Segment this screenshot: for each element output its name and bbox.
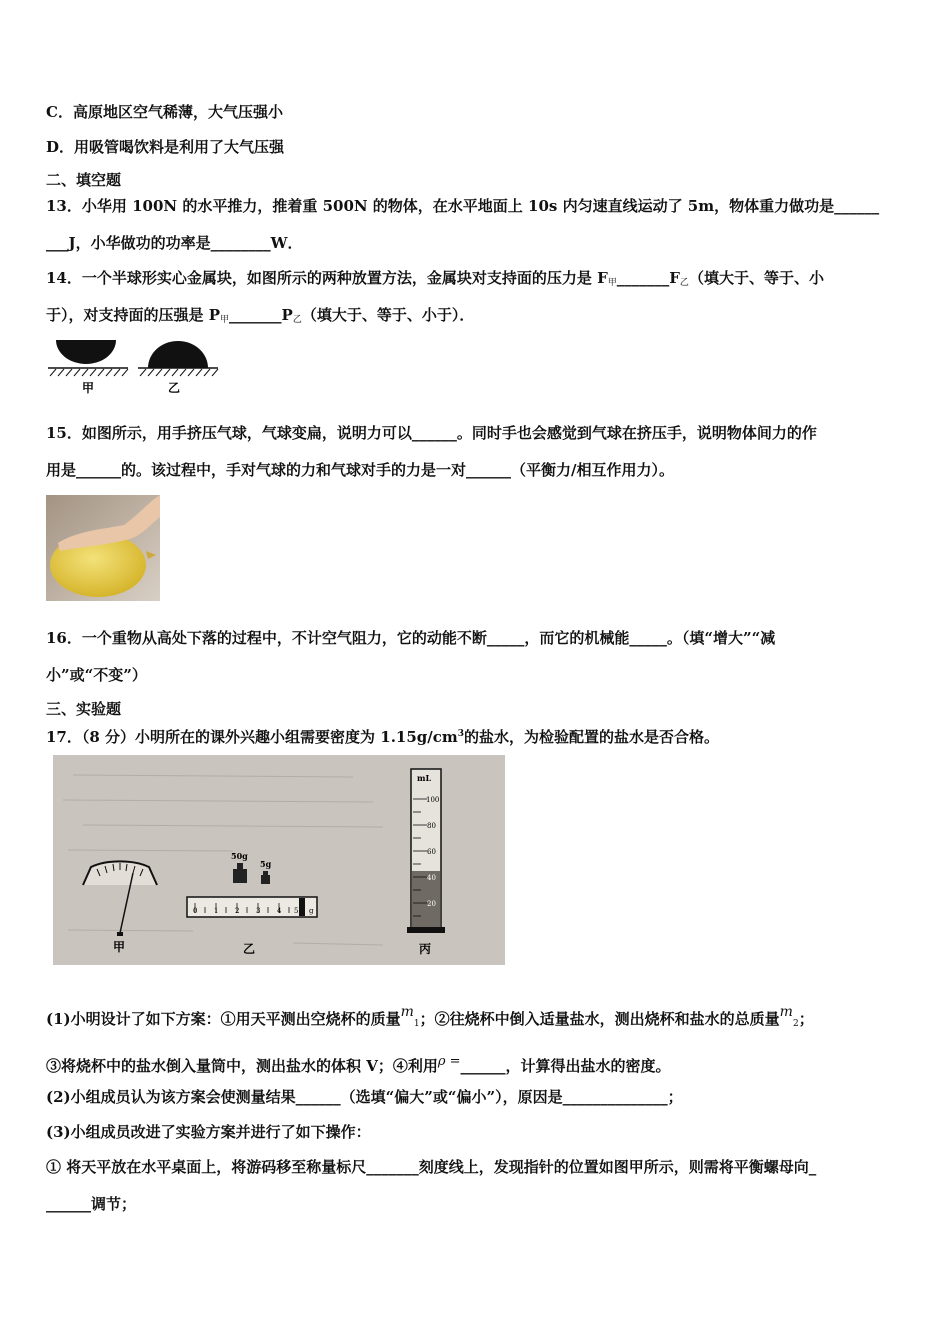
ruler-tick-3: 3: [256, 907, 261, 915]
label-bing: 丙: [419, 942, 432, 956]
hand-balloon-photo: [46, 495, 160, 601]
weight-50g-label: 50g: [231, 851, 248, 861]
section-heading-experiment: 三、实验题: [46, 700, 122, 718]
question-13-line-1: 13．小华用 100N 的水平推力，推着重 500N 的物体，在水平地面上 10s 内匀速直线运动了 5m，物体重力做功是______: [46, 197, 880, 215]
cylinder-tick-40: 40: [427, 874, 436, 882]
cylinder-tick-80: 80: [427, 822, 436, 830]
label-jia: 甲: [113, 940, 126, 954]
question-15-line-1: 15．如图所示，用手挤压气球，气球变扁，说明力可以______。同时手也会感觉到气球在挤压手，说明物体间力的作: [46, 424, 817, 442]
ruler-tick-5: 5: [294, 907, 299, 915]
ruler-tick-0: 0: [193, 907, 198, 915]
ruler-tick-1: 1: [214, 907, 219, 915]
cylinder-unit: mL: [417, 773, 432, 783]
question-14-line-1: 14．一个半球形实心金属块，如图所示的两种放置方法，金属块对支持面的压力是 $F_甲\_\_\_\_\_\_\_F_乙$（填大于、等于、小: [46, 269, 824, 288]
part-1-line-2: ③将烧杯中的盐水倒入量筒中，测出盐水的体积 V；④利用ρ =______，计算得出盐水的密度。: [46, 1054, 671, 1075]
option-c: C．高原地区空气稀薄，大气压强小: [46, 103, 283, 121]
label-yi: 乙: [243, 942, 256, 956]
part-3: (3)小组成员改进了实验方案并进行了如下操作：: [46, 1123, 371, 1141]
part-3-step-1-line-2: ______调节；: [46, 1195, 137, 1213]
ruler-tick-2: 2: [235, 907, 240, 915]
cylinder-tick-100: 100: [426, 796, 440, 804]
hemisphere-figure: [44, 336, 224, 396]
experiment-figure: [53, 755, 505, 965]
option-d: D．用吸管喝饮料是利用了大气压强: [46, 138, 285, 156]
cylinder-tick-20: 20: [427, 900, 436, 908]
part-3-step-1-line-1: ① 将天平放在水平桌面上，将游码移至称量标尺_______刻度线上，发现指针的位置如图甲所示，则需将平衡螺母向_: [46, 1158, 817, 1176]
part-2: (2)小组成员认为该方案会使测量结果______（选填“偏大”或“偏小”），原因是______________；: [46, 1088, 683, 1106]
label-yi: 乙: [168, 381, 181, 395]
question-17-stem: 17．（8 分）小明所在的课外兴趣小组需要密度为 $1.15g/cm^3$的盐水，为检验配置的盐水是否合格。: [46, 728, 720, 746]
question-15-line-2: 用是______的。该过程中，手对气球的力和气球对手的力是一对______（平衡力/相互作用力）。: [46, 461, 674, 479]
ruler-unit-g: g: [309, 907, 314, 915]
question-16-line-1: 16．一个重物从高处下落的过程中，不计空气阻力，它的动能不断_____，而它的机械能_____。（填“增大”“减: [46, 629, 776, 647]
section-heading-fill-blank: 二、填空题: [46, 171, 122, 189]
label-jia: 甲: [82, 381, 95, 395]
question-14-line-2: 于），对支持面的压强是 $P_甲\_\_\_\_\_\_\_P_乙$（填大于、等于、小于）．: [46, 306, 475, 325]
question-16-line-2: 小”或“不变”）: [46, 666, 147, 684]
question-13-line-2: ___J，小华做功的功率是________W．: [46, 234, 303, 252]
cylinder-tick-60: 60: [427, 848, 436, 856]
part-1-line-1: (1)小明设计了如下方案：①用天平测出空烧杯的质量$m_1$；②往烧杯中倒入适量盐水，测出烧杯和盐水的总质量$m_2$；: [46, 1004, 814, 1029]
weight-5g-label: 5g: [260, 859, 272, 869]
ruler-tick-4: 4: [277, 907, 282, 915]
